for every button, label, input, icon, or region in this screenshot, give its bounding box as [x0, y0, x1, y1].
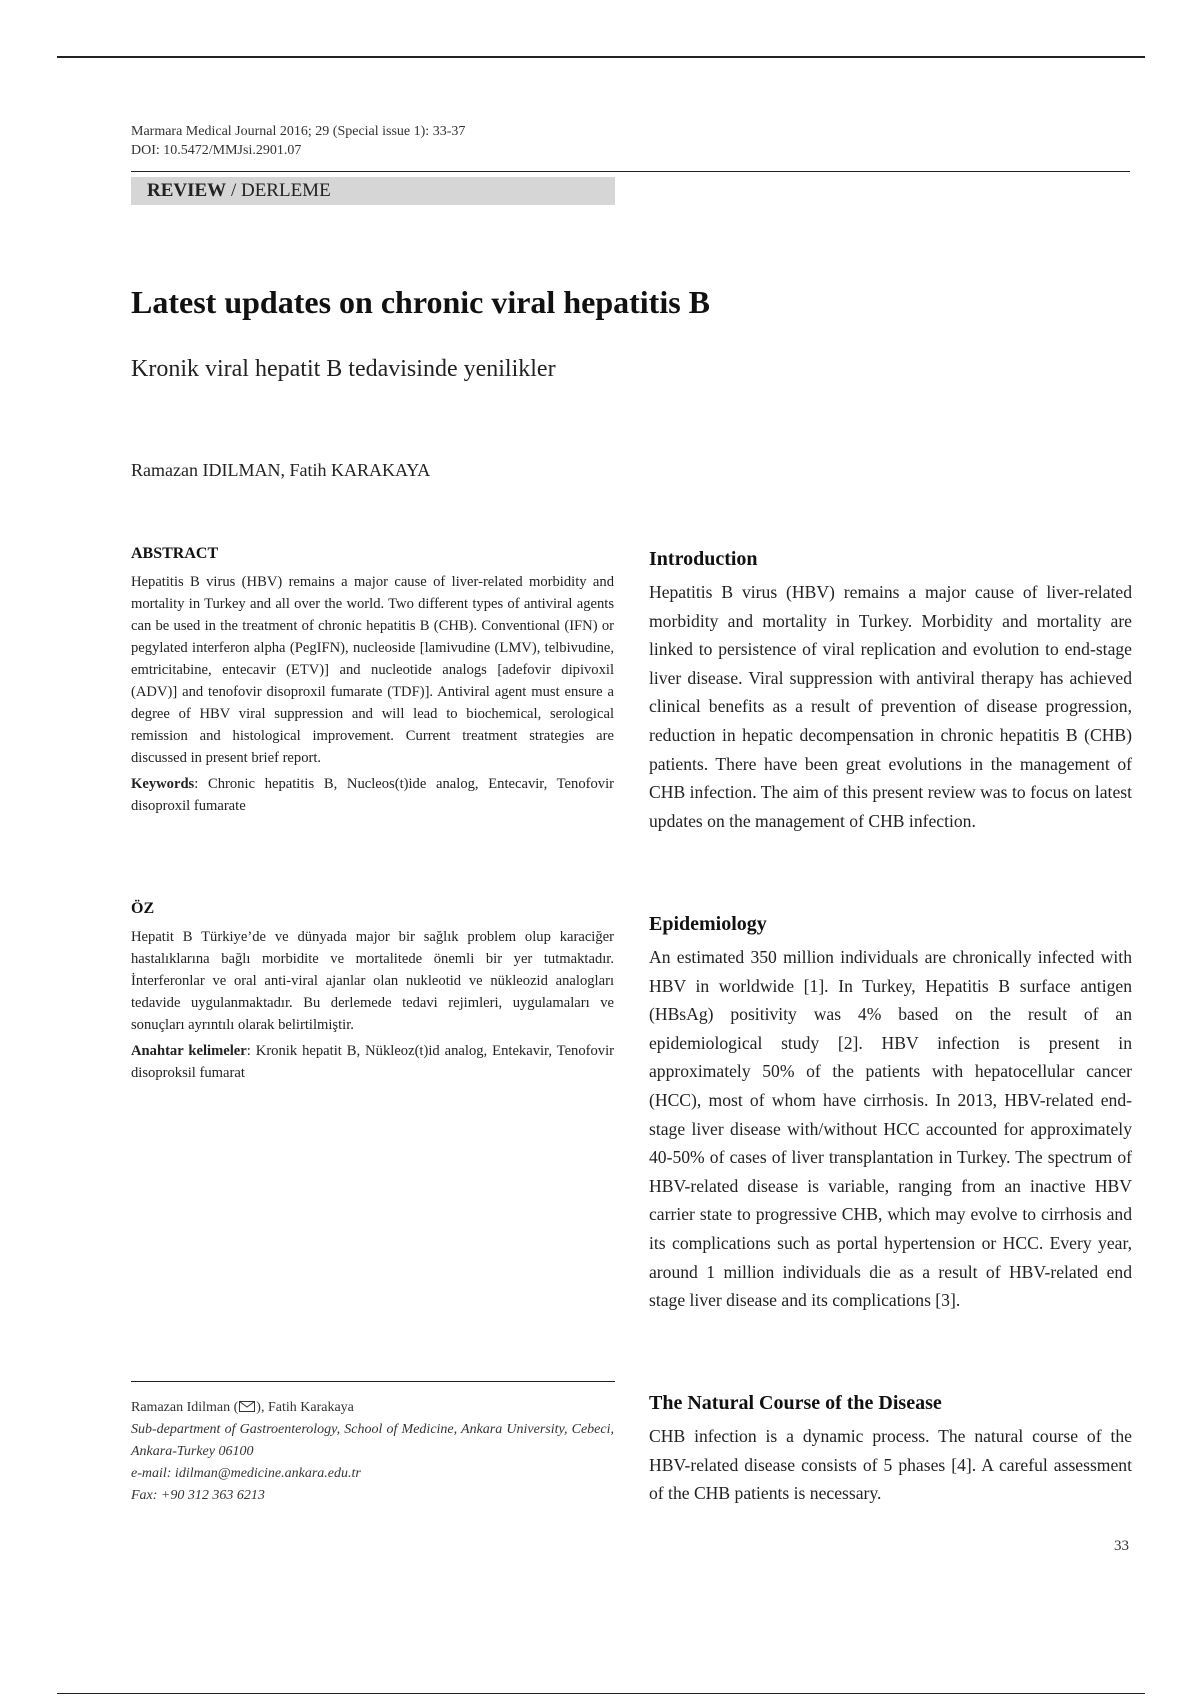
- abstract-section: [131, 545, 614, 817]
- abstract-keywords: [131, 773, 614, 817]
- epidemiology-section: [649, 911, 1132, 1315]
- article-subtitle: Kronik viral hepatit B tedavisinde yenilikler: [131, 356, 556, 382]
- introduction-section: [649, 546, 1132, 835]
- article-type-bar: [131, 177, 615, 205]
- oz-keywords: [131, 1040, 614, 1084]
- article-type-rest: / DERLEME: [226, 180, 331, 201]
- article-type-bold: REVIEW: [147, 180, 227, 201]
- footnote-rule: [131, 1381, 615, 1382]
- affiliation-authors-after: ), Fatih Karakaya: [256, 1400, 354, 1415]
- affiliation-authors: [131, 1397, 614, 1419]
- affiliation-fax: Fax: +90 312 363 6213: [131, 1488, 265, 1503]
- abstract-heading: ABSTRACT: [131, 545, 219, 562]
- affiliation-block: [131, 1397, 614, 1507]
- introduction-text: Hepatitis B virus (HBV) remains a major cause of liver-related morbidity and mortality in Turkey. Morbidity and mortality are linked to persistence of viral replication and evolution to end-stage liver disease. Viral suppression with antiviral therapy has achieved clinical benefits as a result of prevention of disease progression, reduction in hepatic decompensation in chronic hepatitis B (CHB) patients. There have been great evolutions in the management of CHB infection. The aim of this present review was to focus on latest updates on the management of CHB infection.: [649, 582, 1132, 831]
- oz-section: [131, 900, 614, 1084]
- authors: Ramazan IDILMAN, Fatih KARAKAYA: [131, 460, 431, 480]
- top-rule: [57, 56, 1145, 58]
- article-title: Latest updates on chronic viral hepatitis B: [131, 284, 710, 320]
- oz-text: Hepatit B Türkiye’de ve dünyada major bir sağlık problem olup karaciğer hastalıklarına bağlı morbidite ve mortalitede önemli bir yer tutmaktadır. İnterferonlar ve oral anti-viral ajanlar olan nukleotid ve nükleozid analogları tedavide uygulanmaktadır. Bu derlemede tedavi rejimleri, uygulamaları ve sonuçları ayrıntılı olarak belirtilmiştir.: [131, 929, 614, 1033]
- envelope-icon: [239, 1401, 255, 1412]
- oz-heading: ÖZ: [131, 900, 155, 917]
- oz-keywords-label: Anahtar kelimeler: [131, 1043, 247, 1059]
- bottom-rule: [57, 1693, 1145, 1694]
- journal-info: [131, 122, 465, 160]
- affiliation-department: Sub-department of Gastroenterology, School of Medicine, Ankara University, Cebeci, Ankara-Turkey 06100: [131, 1422, 614, 1459]
- natural-course-section: [649, 1390, 1132, 1508]
- keywords-text: : Chronic hepatitis B, Nucleos(t)ide analog, Entecavir, Tenofovir disoproxil fumarate: [131, 776, 614, 814]
- abstract-text: Hepatitis B virus (HBV) remains a major cause of liver-related morbidity and mortality in Turkey and all over the world. Two different types of antiviral agents can be used in the treatment of chronic hepatitis B (CHB). Conventional (IFN) or pegylated interferon alpha (PegIFN), nucleoside [lamivudine (LMV), telbivudine, emtricitabine, entecavir (ETV)] and nucleotide analogs [adefovir dipivoxil (ADV)] and tenofovir disoproxil fumarate (TDF)]. Antiviral agent must ensure a degree of HBV viral suppression and will lead to biochemical, serological remission and histological improvement. Current treatment strategies are discussed in present brief report.: [131, 574, 614, 766]
- introduction-heading: Introduction: [649, 548, 758, 570]
- affiliation-email: e-mail: idilman@medicine.ankara.edu.tr: [131, 1466, 361, 1481]
- journal-citation: Marmara Medical Journal 2016; 29 (Special issue 1): 33-37: [131, 124, 466, 139]
- keywords-label: Keywords: [131, 776, 195, 792]
- oz-keywords-text: : Kronik hepatit B, Nükleoz(t)id analog, Entekavir, Tenofovir disoproksil fumarat: [131, 1043, 615, 1081]
- natural-course-heading: The Natural Course of the Disease: [649, 1392, 942, 1414]
- page-number: 33: [1114, 1538, 1129, 1554]
- epidemiology-heading: Epidemiology: [649, 913, 767, 935]
- natural-course-text: CHB infection is a dynamic process. The natural course of the HBV-related disease consists of 5 phases [4]. A careful assessment of the CHB patients is necessary.: [649, 1426, 1132, 1504]
- epidemiology-text: An estimated 350 million individuals are chronically infected with HBV in worldwide [1]. In Turkey, Hepatitis B surface antigen (HBsAg) positivity was 4% based on the result of an epidemiological study [2]. HBV infection is present in approximately 50% of the patients with hepatocellular cancer (HCC), most of whom have cirrhosis. In 2013, HBV-related end-stage liver disease with/without HCC accounted for approximately 40-50% of cases of liver transplantation in Turkey. The spectrum of HBV-related disease is variable, ranging from an inactive HBV carrier state to progressive CHB, which may evolve to cirrhosis and its complications such as portal hypertension or HCC. Every year, around 1 million individuals die as a result of HBV-related end stage liver disease and its complications [3].: [649, 947, 1132, 1311]
- journal-doi: DOI: 10.5472/MMJsi.2901.07: [131, 143, 302, 158]
- journal-rule: [131, 171, 1130, 172]
- affiliation-authors-before: Ramazan Idilman (: [131, 1400, 239, 1415]
